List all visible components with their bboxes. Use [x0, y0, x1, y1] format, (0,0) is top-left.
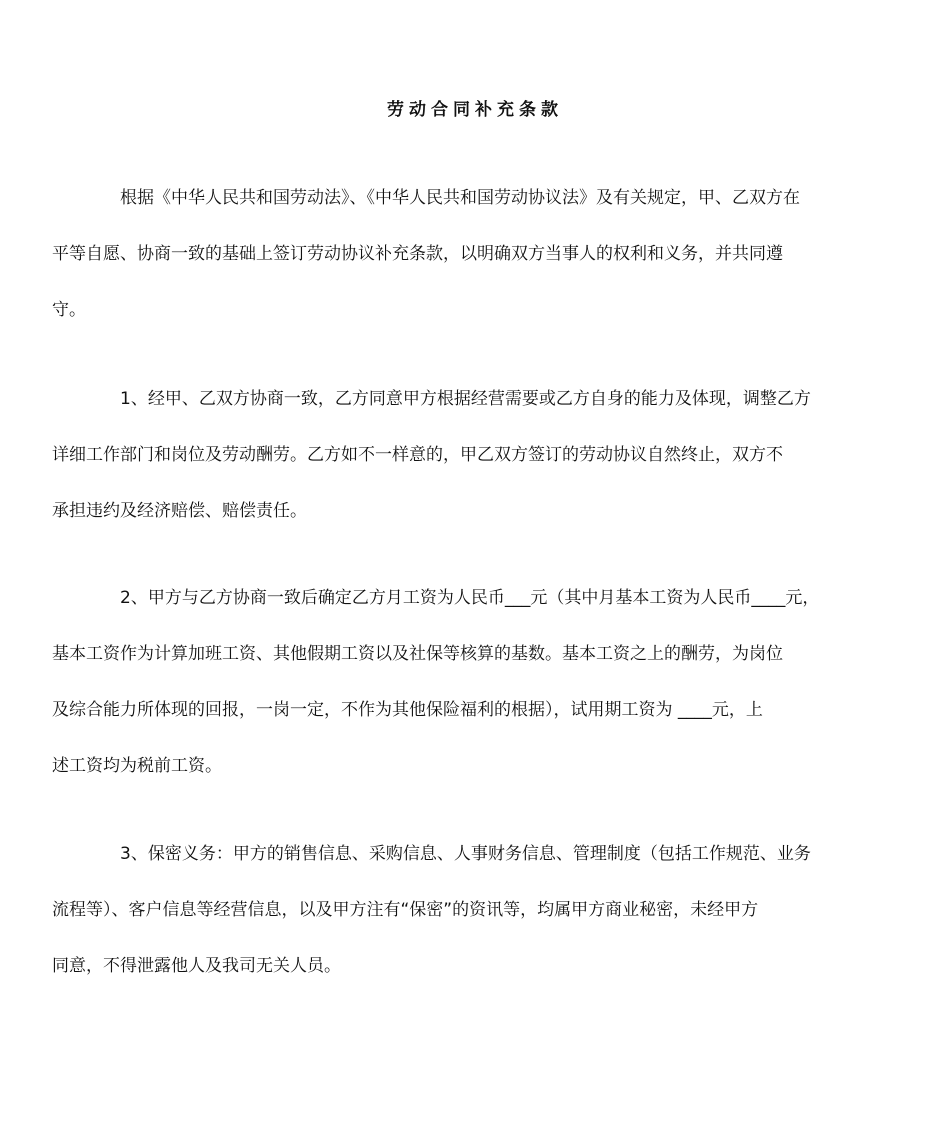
paragraph-line: 1、经甲、乙双方协商一致，乙方同意甲方根据经营需要或乙方自身的能力及体现，调整乙方	[120, 389, 811, 409]
paragraph-line: 3、保密义务：甲方的销售信息、采购信息、人事财务信息、管理制度（包括工作规范、业务	[120, 844, 811, 864]
paragraph-line: 根据《中华人民共和国劳动法》、《中华人民共和国劳动协议法》及有关规定，甲、乙双方在	[120, 188, 800, 208]
paragraph-line: 承担违约及经济赔偿、赔偿责任。	[52, 501, 307, 521]
paragraph-line: 2、甲方与乙方协商一致后确定乙方月工资为人民币___元（其中月基本工资为人民币____元，	[120, 588, 820, 608]
paragraph-clause-1	[52, 371, 866, 539]
paragraph-line: 详细工作部门和岗位及劳动酬劳。乙方如不一样意的，甲乙双方签订的劳动协议自然终止，双方不	[52, 445, 783, 465]
paragraph-clause-3	[52, 826, 866, 994]
paragraph-line: 守。	[52, 300, 86, 320]
paragraph-line: 同意，不得泄露他人及我司无关人员。	[52, 956, 341, 976]
paragraph-clause-2	[52, 570, 866, 794]
paragraph-line: 流程等）、客户信息等经营信息，以及甲方注有“保密”的资讯等，均属甲方商业秘密，未经甲方	[52, 900, 759, 920]
paragraph-line: 述工资均为税前工资。	[52, 756, 222, 776]
paragraph-line: 及综合能力所体现的回报，一岗一定，不作为其他保险福利的根据），试用期工资为 ____元，上	[52, 700, 763, 720]
paragraph-line: 平等自愿、协商一致的基础上签订劳动协议补充条款，以明确双方当事人的权利和义务，并共同遵	[52, 244, 783, 264]
paragraph-line: 基本工资作为计算加班工资、其他假期工资以及社保等核算的基数。基本工资之上的酬劳，为岗位	[52, 644, 783, 664]
paragraph-preamble	[52, 170, 866, 338]
document-title: 劳动合同补充条款	[387, 100, 563, 120]
